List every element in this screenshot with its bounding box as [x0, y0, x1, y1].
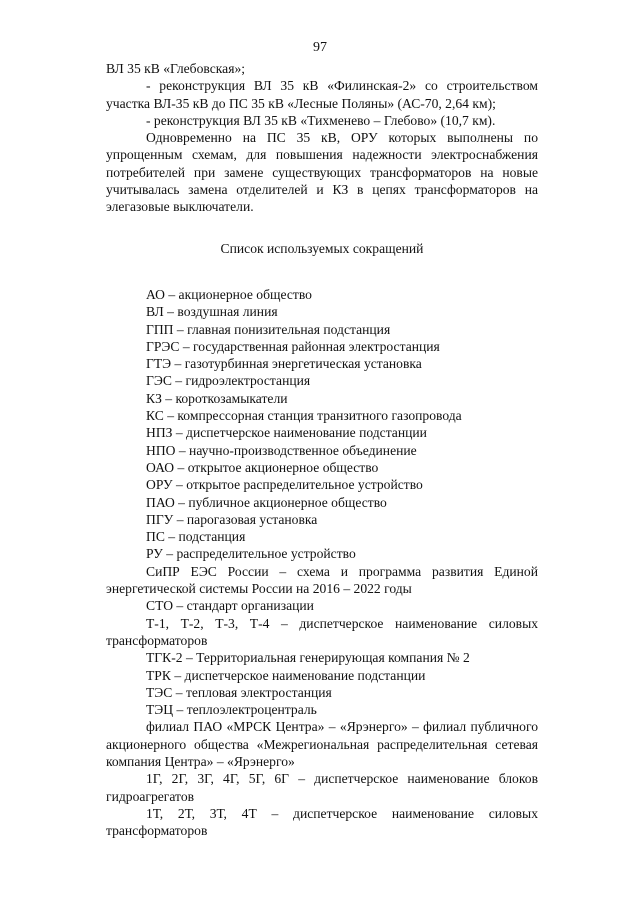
abbreviation-item: ТЭЦ – теплоэлектроцентраль [146, 702, 317, 718]
abbreviation-item: филиал ПАО «МРСК Центра» – «Ярэнерго» – филиал публичного акционерного общества «Межрегиональная распределительная сетевая компания Центра» – «Ярэнерго» [106, 719, 538, 769]
abbreviation-item: РУ – распределительное устройство [146, 546, 356, 562]
abbreviation-item: КЗ – короткозамыкатели [146, 390, 288, 406]
abbreviation-item: ВЛ – воздушная линия [146, 304, 278, 320]
abbreviation-item: ГПП – главная понизительная подстанция [146, 321, 391, 337]
intro-line: ВЛ 35 кВ «Глебовская»; [106, 61, 246, 76]
abbreviation-item: НПО – научно-производственное объединение [146, 442, 417, 458]
abbreviation-item: СТО – стандарт организации [146, 598, 314, 614]
intro-item: - реконструкция ВЛ 35 кВ «Филинская-2» со строительством участка ВЛ-35 кВ до ПС 35 кВ «Лесные Поляны» (АС-70, 2,64 км); [106, 78, 538, 111]
abbreviation-item: ОРУ – открытое распределительное устройство [146, 477, 423, 493]
intro-paragraph: Одновременно на ПС 35 кВ, ОРУ которых выполнены по упрощенным схемам, для повышения надежности электроснабжения потребителей при замене существующих трансформаторов на новые учитывалась замена отделителей и КЗ в цепях трансформаторов на элегазовые выключатели. [106, 130, 538, 215]
section-heading: Список используемых сокращений [220, 240, 424, 256]
abbreviation-item: ГРЭС – государственная районная электростанция [146, 338, 440, 354]
abbreviation-item: ОАО – открытое акционерное общество [146, 459, 379, 475]
abbreviation-list [106, 286, 538, 840]
abbreviation-item: 1Г, 2Г, 3Г, 4Г, 5Г, 6Г – диспетчерское наименование блоков гидроагрегатов [106, 771, 538, 804]
abbreviation-item: ГТЭ – газотурбинная энергетическая установка [146, 356, 422, 372]
intro-item: - реконструкция ВЛ 35 кВ «Тихменево – Глебово» (10,7 км). [146, 112, 496, 128]
abbreviation-item: ТГК-2 – Территориальная генерирующая компания № 2 [146, 650, 470, 666]
abbreviation-item: ГЭС – гидроэлектростанция [146, 373, 311, 389]
abbreviation-item: ПАО – публичное акционерное общество [146, 494, 387, 510]
abbreviation-item: Т-1, Т-2, Т-3, Т-4 – диспетчерское наименование силовых трансформаторов [106, 615, 538, 648]
abbreviation-item: ТЭС – тепловая электростанция [146, 684, 332, 700]
abbreviation-item: АО – акционерное общество [146, 286, 312, 302]
abbreviation-item: КС – компрессорная станция транзитного газопровода [146, 408, 462, 424]
abbreviation-item: ПГУ – парогазовая установка [146, 511, 318, 527]
abbreviation-item: 1Т, 2Т, 3Т, 4Т – диспетчерское наименование силовых трансформаторов [106, 805, 538, 839]
abbreviation-item: ТРК – диспетчерское наименование подстанции [146, 667, 426, 683]
abbreviation-item: СиПР ЕЭС России – схема и программа развития Единой энергетической системы России на 2016 – 2022 годы [106, 563, 538, 597]
page-number: 97 [313, 40, 327, 55]
abbreviation-item: НПЗ – диспетчерское наименование подстанции [146, 425, 427, 441]
page-body [106, 60, 538, 839]
abbreviation-item: ПС – подстанция [146, 529, 246, 545]
